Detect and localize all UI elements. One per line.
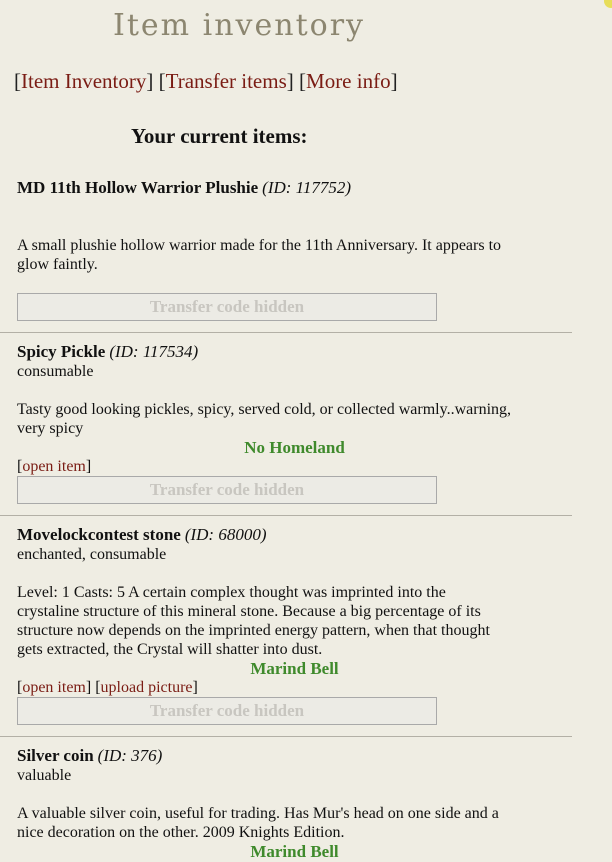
item-description-line: Level: 1 Casts: 5 A certain complex thought was imprinted into the bbox=[17, 584, 446, 601]
item-description-line: structure now depends on the imprinted energy pattern, when that thought bbox=[17, 622, 490, 639]
item-divider bbox=[0, 332, 572, 333]
item-links: [open item] [upload picture] bbox=[17, 679, 198, 696]
item-description-line: glow faintly. bbox=[17, 256, 98, 273]
item-id: (ID: 376) bbox=[97, 746, 163, 765]
item-description-line: Tasty good looking pickles, spicy, served cold, or collected warmly..warning, bbox=[17, 401, 512, 418]
transfer-code-field[interactable]: Transfer code hidden bbox=[17, 293, 437, 321]
transfer-code-field[interactable]: Transfer code hidden bbox=[17, 476, 437, 504]
nav-item-inventory[interactable]: Item Inventory bbox=[21, 69, 147, 93]
item-description-line: A valuable silver coin, useful for trading. Has Mur's head on one side and a bbox=[17, 805, 499, 822]
item-id: (ID: 68000) bbox=[184, 525, 267, 544]
item-description bbox=[17, 583, 577, 659]
item-divider bbox=[0, 515, 572, 516]
corner-decoration bbox=[604, 0, 612, 8]
inventory-item bbox=[17, 746, 577, 861]
item-name: Spicy Pickle bbox=[17, 342, 106, 361]
section-heading: Your current items: bbox=[131, 124, 308, 148]
item-links: [open item] bbox=[17, 458, 92, 475]
item-description-line: A small plushie hollow warrior made for the 11th Anniversary. It appears to bbox=[17, 237, 502, 254]
item-tags: enchanted, consumable bbox=[17, 546, 167, 563]
item-description-line: nice decoration on the other. 2009 Knights Edition. bbox=[17, 824, 345, 841]
inventory-item bbox=[17, 342, 577, 499]
open-item-link[interactable]: open item bbox=[22, 458, 86, 475]
item-description bbox=[17, 236, 577, 274]
nav-item-transfer[interactable]: Transfer items bbox=[165, 69, 287, 93]
item-divider bbox=[0, 736, 572, 737]
homeland-label: No Homeland bbox=[244, 438, 345, 457]
nav-bar: [Item Inventory] [Transfer items] [More info] bbox=[14, 69, 398, 93]
item-name: MD 11th Hollow Warrior Plushie bbox=[17, 178, 259, 197]
open-item-link[interactable]: open item bbox=[22, 679, 86, 696]
item-description bbox=[17, 804, 577, 842]
item-name: Movelockcontest stone bbox=[17, 525, 181, 544]
homeland-label: Marind Bell bbox=[250, 659, 339, 678]
page-title: Item inventory bbox=[113, 8, 365, 43]
item-id: (ID: 117534) bbox=[109, 342, 199, 361]
transfer-code-field[interactable]: Transfer code hidden bbox=[17, 697, 437, 725]
nav-item-more-info[interactable]: More info bbox=[306, 69, 391, 93]
item-id: (ID: 117752) bbox=[262, 178, 352, 197]
inventory-item bbox=[17, 525, 577, 720]
item-description bbox=[17, 400, 577, 438]
inventory-item bbox=[17, 178, 577, 316]
item-description-line: gets extracted, the Crystal will shatter into dust. bbox=[17, 641, 323, 658]
item-description-line: very spicy bbox=[17, 420, 84, 437]
item-tags: consumable bbox=[17, 363, 94, 380]
item-tags: valuable bbox=[17, 767, 72, 784]
item-name: Silver coin bbox=[17, 746, 94, 765]
item-description-line: crystaline structure of this mineral stone. Because a big percentage of its bbox=[17, 603, 481, 620]
upload-picture-link[interactable]: upload picture bbox=[100, 679, 193, 696]
homeland-label: Marind Bell bbox=[250, 842, 339, 861]
